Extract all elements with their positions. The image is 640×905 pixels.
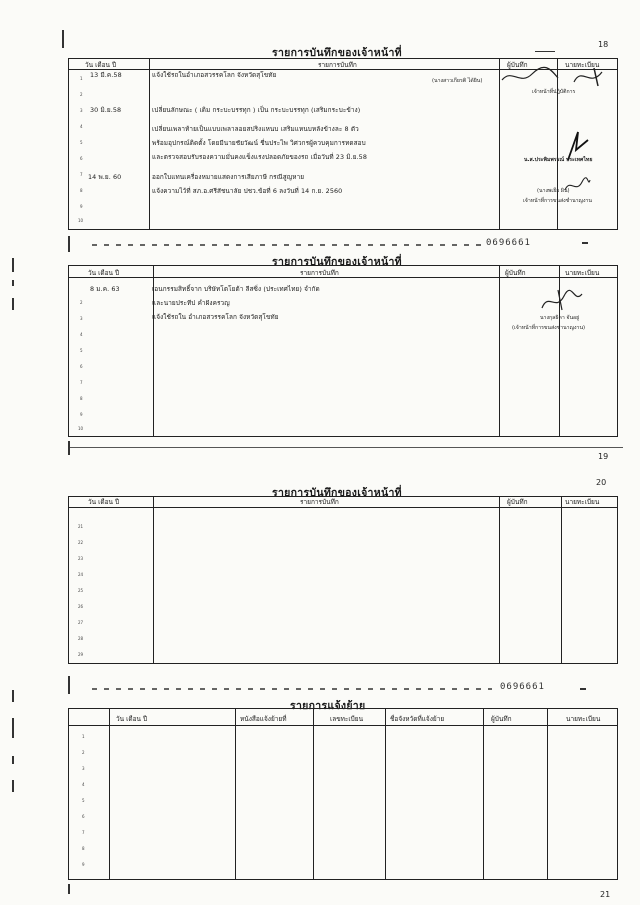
strip-mark-4 (580, 688, 586, 690)
section1-header-entry: รายการบันทึก (318, 61, 357, 69)
s1-row1-date: 13 มี.ค.58 (90, 71, 122, 79)
section2-header-recorder: ผู้บันทึก (505, 269, 526, 277)
s1-row7-text: แจ้งความไว้ที่ สภ.อ.ศรีสัชนาลัย ปชว.ข้อที่ 6 ลงวันที่ 14 ก.ย. 2560 (152, 187, 343, 195)
s2-row1-text: เอนกรรมสิทธิ์จาก บริษัทโตโยต้า ลีสซิ่ง (ประเทศไทย) จำกัด (152, 285, 320, 293)
page-number-20: 20 (596, 478, 607, 487)
margin-mark-a (12, 258, 14, 272)
signature-scribble-1 (498, 64, 618, 90)
code-strip-1: 0696661 (486, 238, 531, 248)
page-number-19: 19 (598, 452, 609, 461)
section3-header-entry: รายการบันทึก (300, 498, 339, 506)
section2-table (68, 265, 618, 437)
margin-mark-c (12, 298, 14, 310)
section2-title: รายการบันทึกของเจ้าหน้าที่ (272, 256, 402, 268)
s1-row6-date: 14 พ.ย. 60 (88, 173, 122, 181)
bottom-edge-mark (68, 884, 70, 894)
s1-row1-text: แจ้งใช้รถในอำเภอสวรรคโลก จังหวัดสุโขทัย (152, 71, 277, 79)
section1-header-registrar: นายทะเบียน (565, 61, 600, 69)
page-number-18: 18 (598, 40, 609, 49)
divider-mark (68, 441, 70, 455)
section4-header-notice: หนังสือแจ้งย้ายที่ (240, 715, 287, 723)
section4-title: รายการแจ้งย้าย (290, 700, 366, 712)
strip-mark-2 (582, 242, 588, 244)
s1-signature3-name: (นางพเยีย ผิน) (537, 188, 570, 194)
section4-header-date: วัน เดือน ปี (116, 715, 148, 723)
s1-row3-text: เปลี่ยนเพลาท้ายเป็นแบบเพลาลอยสปริงแหนบ เสริมแหนบหลังข้างละ 8 ตัว (152, 125, 359, 133)
s1-row2-text: เปลี่ยนลักษณะ ( เดิม กระบะบรรทุก ) เป็น กระบะบรรทุก (เสริมกระบะข้าง) (152, 106, 361, 114)
binding-strip-1 (92, 244, 482, 246)
section4-header-regno: เลขทะเบียน (330, 715, 364, 723)
section1-title: รายการบันทึกของเจ้าหน้าที่ (272, 47, 402, 59)
section4-header-province: ชื่อจังหวัดที่แจ้งย้าย (390, 715, 445, 723)
s1-signature3-role: เจ้าหน้าที่การขนส่งชำนาญงาน (523, 198, 592, 204)
section4-header-registrar: นายทะเบียน (566, 715, 601, 723)
s1-row2-date: 30 มิ.ย.58 (90, 106, 122, 114)
s1-signature1-name: (นางสาวเกียรติ ได้ยิน) (432, 78, 483, 84)
section3-table (68, 496, 618, 664)
code-strip-2: 0696661 (500, 682, 545, 692)
strip-mark-3 (68, 676, 70, 694)
page-number-21: 21 (600, 890, 611, 899)
s2-row1-date: 8 ม.ค. 63 (90, 285, 120, 293)
s1-row4-text: พร้อมอุปกรณ์ติดตั้ง โดยมีนายชัยวัฒน์ ชื่นประไพ วิศวกรผู้ควบคุมการทดสอบ (152, 139, 366, 147)
s2-signature-role: (เจ้าหน้าที่การขนส่งชำนาญงาน) (512, 325, 586, 331)
signature-scribble-4 (538, 288, 588, 314)
s1-signature2-name: น.ส.ประพิมพรรณ์ ประเทศไทย (524, 157, 593, 163)
section2-header-date: วัน เดือน ปี (88, 269, 120, 277)
margin-mark-e (12, 718, 14, 738)
margin-mark-f (12, 756, 14, 764)
strip-mark-1 (68, 236, 70, 252)
section4-header-recorder: ผู้บันทึก (491, 715, 512, 723)
s1-signature1-role: เจ้าหน้าที่ปฏิบัติการ (532, 89, 576, 95)
section1-header-recorder: ผู้บันทึก (507, 61, 528, 69)
page-divider-1 (68, 447, 623, 448)
margin-mark-d (12, 690, 14, 702)
section4-table (68, 708, 618, 880)
section2-header-entry: รายการบันทึก (300, 269, 339, 277)
section2-header-registrar: นายทะเบียน (565, 269, 600, 277)
s2-signature-name: นางกุลธิดา จันอยู่ (540, 315, 580, 321)
section3-header-registrar: นายทะเบียน (565, 498, 600, 506)
s2-row3-text: แจ้งใช้รถใน อำเภอสวรรคโลก จังหวัดสุโขทัย (152, 313, 279, 321)
margin-mark-g (12, 780, 14, 792)
binding-strip-2 (92, 688, 492, 690)
section1-header-date: วัน เดือน ปี (85, 61, 117, 69)
s1-row6-text: ออกใบแทนเครื่องหมายแสดงการเสียภาษี กรณีสูญหาย (152, 173, 305, 181)
section3-header-date: วัน เดือน ปี (88, 498, 120, 506)
s1-row5-text: และตรวจสอบรับรองความมั่นคงแข็งแรงปลอดภัยของรถ เมื่อวันที่ 23 มิ.ย.58 (152, 153, 368, 161)
s2-row2-text: และนายประทีป คำฝังครวญ (152, 299, 230, 307)
section3-header-recorder: ผู้บันทึก (507, 498, 528, 506)
margin-mark-b (12, 280, 14, 286)
section3-title: รายการบันทึกของเจ้าหน้าที่ (272, 487, 402, 499)
section1-title-dash (535, 51, 555, 52)
left-margin-bar-1 (62, 30, 64, 48)
